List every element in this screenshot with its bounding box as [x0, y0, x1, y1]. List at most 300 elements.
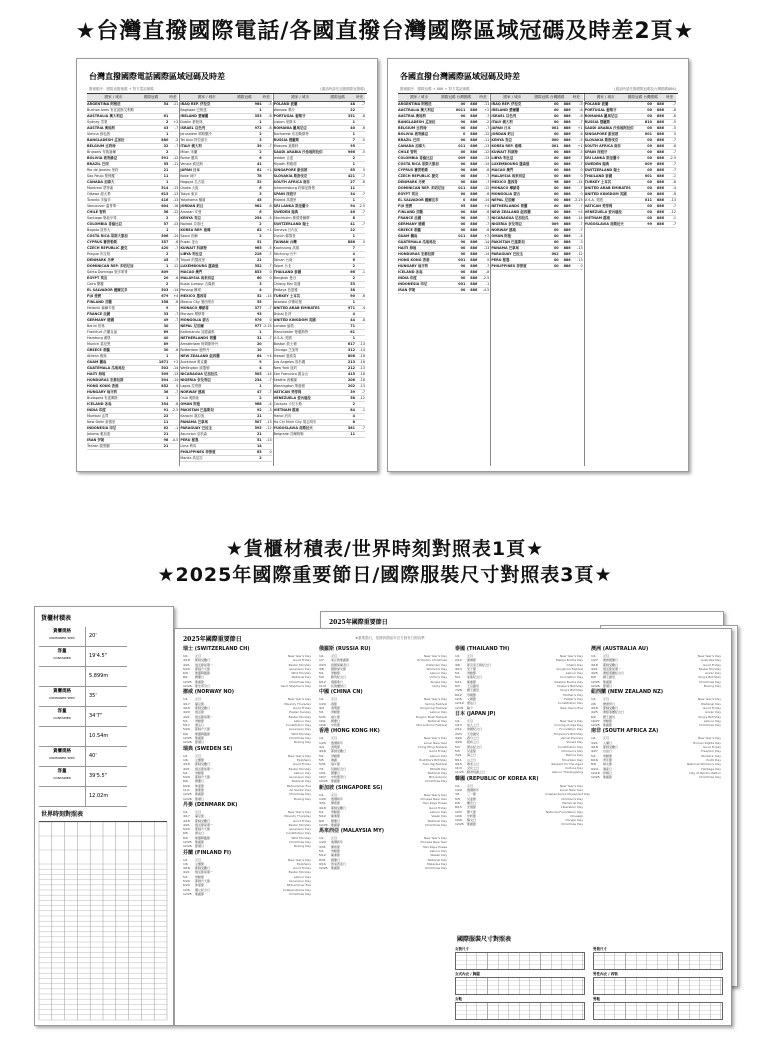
- country-name: HONG KONG 香港: [87, 384, 119, 388]
- table-row: [398, 288, 489, 294]
- holiday-name: 宋干節: [467, 666, 477, 671]
- time-diff: [355, 300, 365, 305]
- dial-code: 886: [563, 108, 571, 112]
- country-name: Madrid 馬德里: [273, 198, 297, 202]
- holiday-name: 耶穌受難日: [331, 805, 347, 810]
- country-name: POLAND 波蘭: [584, 102, 609, 106]
- header-cell: 台灣國碼: [549, 95, 565, 99]
- dial-code: 00: [460, 228, 466, 232]
- country-name: VIETNAM 越南: [273, 408, 299, 412]
- container-value: 40': [85, 747, 127, 766]
- country-name: LUXEMBOURG 盧森堡: [491, 162, 530, 166]
- dial-code: 886: [470, 204, 478, 208]
- country-name: Hamburg 漢堡: [87, 336, 111, 340]
- holiday-name: 憲法紀念日: [467, 744, 483, 749]
- dial-code: 0011: [455, 108, 466, 112]
- time-diff: [355, 336, 365, 341]
- dial-code: 38: [350, 288, 355, 292]
- dial-code: 00: [460, 216, 466, 220]
- container-label-zh: 容量: [57, 769, 67, 774]
- dial-code: 32: [163, 144, 169, 148]
- holiday-name: 衛塞節: [331, 853, 341, 858]
- holiday-date: 2/23: [455, 731, 462, 736]
- holiday-name-en: Midsummer Eve: [286, 783, 311, 788]
- header-cell: 時差: [169, 95, 177, 99]
- header-cell: 國家 / 城市: [104, 95, 123, 99]
- holiday-name-en: HKSAR Day: [429, 766, 447, 771]
- time-diff: 0: [362, 168, 365, 172]
- dial-code: 1: [165, 132, 169, 136]
- country-name: ITALY 義大利: [180, 144, 202, 148]
- dial-code: 53: [350, 282, 355, 286]
- dial-code: 886: [656, 132, 664, 136]
- country-name: Jeddah 吉達: [273, 156, 294, 160]
- holiday-name-en: Good Friday: [703, 745, 721, 750]
- holiday-name-en: Labour Day: [293, 718, 311, 723]
- holiday-name: 聖靈降臨節: [195, 671, 211, 676]
- container-value: 12.02m: [85, 787, 127, 806]
- holiday-name-en: Midsummer Eve: [286, 883, 311, 888]
- header-cell: 國際冠碼: [237, 95, 252, 99]
- time-diff: -7: [485, 264, 490, 268]
- holiday-date: 8/9: [591, 762, 596, 767]
- time-diff: [355, 108, 365, 113]
- size-table-label: 女鞋: [455, 997, 462, 1001]
- dial-code: 886: [470, 234, 478, 238]
- holiday-date: 12/25: [319, 822, 328, 827]
- holiday-name: 建國紀念日: [467, 727, 483, 732]
- time-diff: [168, 396, 178, 401]
- country-name: PARAGUAY 巴拉圭: [180, 426, 212, 430]
- dial-code: 00: [460, 162, 466, 166]
- time-diff: -7: [268, 336, 272, 340]
- page-subtitle-right: (通話時請先加撥國際直撥碼): [320, 87, 365, 91]
- holiday-name-en: Day of Reconciliation: [689, 770, 721, 775]
- dial-code: 93: [256, 312, 262, 316]
- holiday-name: 節禮日: [195, 740, 205, 745]
- container-row: [39, 747, 127, 767]
- time-diff: -14: [172, 288, 179, 292]
- time-diff: [355, 144, 365, 149]
- dial-column: [87, 94, 178, 450]
- country-name: GUATEMALA 瓜地馬拉: [87, 366, 125, 370]
- country-name: Asuncion 亞松森: [180, 432, 207, 436]
- dial-code: 886: [656, 216, 664, 220]
- header-cell: 國際冠碼: [627, 95, 643, 99]
- time-diff: [355, 246, 365, 251]
- holiday-date: 12/25: [183, 679, 192, 684]
- holiday-section-title: 香港 (HONG KONG HK): [319, 728, 380, 735]
- dial-code: 2: [165, 150, 169, 154]
- holiday-name-en: Respect for the Aged: [551, 761, 583, 766]
- country-name: IRAN 伊朗: [398, 288, 416, 292]
- time-diff: -12: [483, 132, 490, 136]
- dial-code: 011: [458, 144, 466, 148]
- country-name: OMAN 阿曼: [491, 234, 512, 238]
- holiday-name-en: Mid-Autumn Festival: [416, 723, 447, 728]
- holiday-date: 11/4: [319, 684, 326, 689]
- size-table-label: 女式內衣 / 胸圍: [455, 972, 480, 976]
- holiday-date: 4/4: [319, 705, 324, 710]
- holiday-name-en: Good Friday: [293, 818, 311, 823]
- header-cell: 國際冠碼: [441, 95, 456, 99]
- time-diff: -7: [672, 204, 676, 208]
- container-label-zh: 貨櫃規格: [53, 749, 71, 754]
- time-diff: [262, 282, 272, 287]
- holiday-name-en: Christmas Day: [424, 779, 447, 784]
- country-name: Kuala Lumpur 吉隆坡: [180, 282, 215, 286]
- holiday-date: 10/3: [455, 809, 462, 814]
- country-name: UNITED KINGDOM 英國: [584, 192, 627, 196]
- container-value: 5.899m: [85, 667, 127, 686]
- container-label-zh: 貨櫃規格: [53, 689, 71, 694]
- dial-code: 886: [656, 120, 664, 124]
- holiday-name-en: Labour Day: [293, 874, 311, 879]
- country-name: BRAZIL 巴西: [398, 138, 420, 142]
- country-name: Belgrade 貝爾格勒: [273, 432, 304, 436]
- holiday-section-title: 日本 (JAPAN JP): [455, 710, 496, 717]
- table-row: [491, 264, 582, 270]
- holiday-date: 9/16: [319, 861, 326, 866]
- holiday-name: 復活節星期一: [195, 766, 214, 771]
- holiday-name-en: Workers' Day: [701, 753, 721, 758]
- dial-code: 00: [553, 264, 559, 268]
- holiday-name-en: Christmas Day: [698, 679, 721, 684]
- holiday-date: 1/1: [183, 809, 188, 814]
- country-name: YUGOSLAVIA 南斯拉夫: [584, 222, 624, 226]
- country-name: INDIA 印度: [398, 276, 417, 280]
- country-name: Berlin 柏林: [87, 324, 105, 328]
- country-name: PORTUGAL 葡萄牙: [273, 114, 306, 118]
- time-diff: [168, 354, 178, 359]
- dial-code: 886: [656, 174, 664, 178]
- time-diff: +1: [266, 228, 272, 232]
- holiday-date: 4/18: [183, 818, 190, 823]
- time-diff: -2.5: [482, 276, 490, 280]
- holiday-name-en: Ascension Day: [288, 775, 311, 780]
- dial-code: 48: [350, 102, 355, 106]
- holiday-date: 5/11: [455, 679, 462, 684]
- dial-code: 4: [352, 252, 355, 256]
- country-name: AUSTRALIA 澳大利亞: [87, 114, 124, 118]
- dial-code: 1: [165, 228, 169, 232]
- dial-code: 886: [656, 102, 664, 106]
- dial-code: 009: [644, 162, 652, 166]
- holiday-section-title: 中國 (CHINA CN): [319, 689, 363, 696]
- dial-code: 968: [254, 402, 262, 406]
- country-name: Lagos 拉哥斯: [180, 384, 202, 388]
- dial-code: 00: [647, 150, 652, 154]
- header-cell: 時差: [479, 95, 487, 99]
- time-diff: -7: [174, 390, 179, 394]
- dial-code: 21: [163, 432, 169, 436]
- dial-code: 886: [563, 216, 571, 220]
- holiday-date: 1/29: [455, 788, 462, 793]
- dial-code: 853: [254, 270, 262, 274]
- holiday-name-en: Lunar New Year: [423, 740, 447, 745]
- holiday-date: 9/24: [591, 766, 598, 771]
- holiday-name-en: Heritage Day: [701, 766, 721, 771]
- dial-code: 84: [350, 408, 355, 412]
- country-name: Taipei 台北: [273, 264, 292, 268]
- holiday-name-en: Ascension Day: [288, 827, 311, 832]
- holiday-date: 8/12: [455, 692, 462, 697]
- dial-code: 0: [462, 198, 466, 202]
- dial-code: 51: [256, 240, 262, 244]
- holiday-row: [183, 740, 311, 744]
- holiday-name-en: Makha Bucha Day: [555, 658, 583, 663]
- country-name: INDONESIA 印尼: [87, 426, 117, 430]
- country-name: Hawaii 夏威夷: [273, 354, 297, 358]
- holiday-date: 12/10: [455, 701, 464, 706]
- country-name: VIETNAM 越南: [584, 216, 610, 220]
- holiday-name: 祖國保衛者日: [331, 662, 350, 667]
- dial-code: 886: [470, 258, 478, 262]
- dial-code: 64: [256, 354, 262, 358]
- dial-code: 2: [259, 456, 262, 460]
- dial-code: 00: [460, 222, 466, 226]
- size-table: [455, 947, 585, 969]
- country-name: HUNGARY 匈牙利: [87, 390, 118, 394]
- time-diff: -7: [579, 186, 583, 190]
- holiday-name: 懷唐伊日: [603, 701, 616, 706]
- dial-code: 3: [259, 192, 262, 196]
- holiday-name-en: Labour Day: [703, 718, 721, 723]
- holiday-date: 6/20: [183, 783, 190, 788]
- time-diff: [355, 312, 365, 317]
- holiday-name-en: Good Friday: [293, 762, 311, 767]
- dial-code: 00: [460, 102, 466, 106]
- time-diff: -7: [361, 390, 365, 394]
- time-diff: -4.5: [171, 438, 179, 442]
- time-diff: [355, 420, 365, 425]
- holiday-name: 元旦: [331, 654, 338, 658]
- dial-code: 00: [553, 168, 559, 172]
- country-name: CZECH REPUBLIC 捷克: [87, 246, 128, 250]
- column-divider: [273, 94, 274, 466]
- time-diff: [262, 234, 272, 239]
- country-name: FIJI 斐濟: [87, 294, 102, 298]
- holiday-name-en: New Year's Day: [697, 736, 721, 741]
- holiday-name: 中秋節翌日: [331, 775, 347, 780]
- time-diff: [168, 414, 178, 419]
- country-name: PHILIPPINES 菲律賓: [491, 264, 527, 268]
- dial-code: 00: [553, 258, 559, 262]
- time-diff: 0: [269, 318, 272, 322]
- dial-code: 886: [656, 138, 664, 142]
- holiday-column-2: [319, 645, 447, 870]
- dial-code: 011: [458, 186, 466, 190]
- time-diff: -7: [485, 126, 490, 130]
- dial-code: 21: [256, 258, 262, 262]
- holiday-name: 萬聖節: [195, 788, 205, 793]
- country-name: Taichung 台中: [273, 252, 297, 256]
- dial-code: 886: [563, 198, 571, 202]
- holiday-name: 聖誕節: [195, 736, 205, 741]
- dial-code: 00: [553, 114, 559, 118]
- holiday-name: 衛塞節: [467, 679, 477, 684]
- size-grid: [593, 977, 723, 995]
- container-label-en: CONTAINER: [53, 716, 71, 720]
- time-diff: -6: [174, 300, 179, 304]
- holiday-date: 8/1: [183, 675, 188, 680]
- holiday-name: 聖誕節: [603, 723, 613, 728]
- holiday-name: 耶穌受難日: [331, 749, 347, 754]
- dial-code: 000: [551, 138, 559, 142]
- holiday-date: 5/9: [319, 675, 324, 680]
- page-taiwan-dial-out: [76, 58, 378, 472]
- holiday-name: 中秋節: [467, 813, 477, 818]
- time-diff: -1: [174, 426, 179, 430]
- dial-code: 886: [470, 150, 478, 154]
- dial-code: 613: [161, 192, 169, 196]
- country-name: FIJI 斐濟: [398, 204, 413, 208]
- dial-code: 679: [161, 294, 169, 298]
- holiday-date: 6/20: [183, 883, 190, 888]
- dial-code: 1: [259, 108, 262, 112]
- dial-code: 886: [563, 210, 571, 214]
- time-diff: -12: [483, 150, 490, 154]
- holiday-date: 6/6: [455, 800, 460, 805]
- dial-code: 00: [647, 156, 652, 160]
- holiday-name: 節禮日: [603, 684, 613, 689]
- time-diff: +4: [484, 204, 490, 208]
- country-name: Jakarta 雅加達: [87, 432, 111, 436]
- time-diff: [355, 258, 365, 263]
- dial-code: 6: [259, 186, 262, 190]
- country-name: BELGIUM 比利時: [398, 126, 427, 130]
- holiday-date: 5/5: [455, 748, 460, 753]
- time-diff: [262, 312, 272, 317]
- time-diff: -13: [172, 192, 179, 196]
- time-diff: -5: [268, 216, 272, 220]
- country-name: NICARAGUA 尼加拉瓜: [180, 372, 218, 376]
- dial-code: 351: [347, 114, 355, 118]
- country-name: Tainan 台南: [273, 258, 293, 262]
- dial-code: 852: [161, 384, 169, 388]
- country-name: CHILE 智利: [398, 150, 418, 154]
- dial-code: 11: [163, 174, 169, 178]
- time-diff: -2.5: [171, 408, 179, 412]
- dial-code: 40: [350, 126, 355, 130]
- country-name: CANADA 加拿大: [87, 180, 115, 184]
- time-diff: -11: [483, 102, 490, 106]
- holiday-name: 母親節: [467, 692, 477, 697]
- dial-code: 10: [256, 348, 262, 352]
- container-value: 39'5.5": [85, 767, 127, 786]
- holiday-date: 5/17: [183, 723, 190, 728]
- time-diff: [355, 414, 365, 419]
- dial-code: 91: [163, 408, 169, 412]
- holiday-name: 元旦: [195, 753, 202, 758]
- country-name: HAITI 海地: [87, 372, 106, 376]
- dial-code: 05: [460, 204, 466, 208]
- dial-code: 00: [647, 204, 652, 208]
- holiday-date: 6/3: [455, 684, 460, 689]
- dial-code: 00: [553, 162, 559, 166]
- dial-code: 886: [470, 270, 478, 274]
- dial-code: 00: [647, 114, 652, 118]
- time-diff: -12: [483, 186, 490, 190]
- header-cell: 國家 / 城市: [503, 95, 522, 99]
- dial-code: 886: [470, 264, 478, 268]
- time-diff: +4: [266, 354, 272, 358]
- holiday-name-en: Constitution Day: [285, 723, 311, 728]
- dial-code: 971: [347, 306, 355, 310]
- dial-code: 00: [553, 228, 559, 232]
- holiday-name-en: Christmas Day: [698, 723, 721, 728]
- dial-code: 2: [259, 150, 262, 154]
- time-diff: -13: [172, 198, 179, 202]
- country-name: JORDAN 約旦: [491, 132, 515, 136]
- dial-code: 886: [563, 222, 571, 226]
- header-cell: 國際冠碼: [330, 95, 345, 99]
- dial-code: 809: [161, 270, 169, 274]
- holiday-name: 耶穌受難日: [195, 705, 211, 710]
- dial-code: 30: [163, 348, 169, 352]
- country-name: IRAN 伊朗: [87, 438, 105, 442]
- time-diff: -18: [359, 354, 365, 358]
- holiday-name-en: Whit Monday: [291, 835, 311, 840]
- dial-code: 39: [350, 390, 355, 394]
- size-grid: [455, 1002, 585, 1020]
- dial-code: 94: [350, 204, 355, 208]
- dial-code: 1: [165, 354, 169, 358]
- time-diff: [262, 414, 272, 419]
- time-diff: -12: [670, 210, 676, 214]
- dial-code: 1: [259, 384, 262, 388]
- dial-code: 78: [256, 174, 262, 178]
- time-diff: -8: [174, 402, 179, 406]
- holiday-name-en: Coronation Day: [559, 675, 583, 680]
- country-name: Auckland 奧克蘭: [180, 360, 208, 364]
- dial-code: 00: [553, 120, 559, 124]
- holiday-date: 12/6: [183, 887, 190, 892]
- country-name: Karachi 喀拉蚩: [180, 414, 205, 418]
- time-diff: -11: [172, 102, 179, 106]
- dial-code: 00: [647, 192, 652, 196]
- time-diff: [168, 114, 178, 119]
- dial-code: 00: [553, 240, 559, 244]
- holiday-name: 勞動節: [195, 718, 205, 723]
- holiday-name-en: New Year's Day: [423, 736, 447, 741]
- dial-code: 95: [350, 144, 355, 148]
- dial-code: 1: [259, 330, 262, 334]
- country-name: LUXEMBOURG 盧森堡: [180, 264, 219, 268]
- holiday-name: 復活節星期一: [195, 870, 214, 875]
- country-name: INDONESIA 印尼: [398, 282, 428, 286]
- holiday-date: 11/3: [455, 766, 462, 771]
- time-diff: -7: [174, 144, 179, 148]
- dial-code: 30: [163, 324, 169, 328]
- country-name: SAUDI ARABIA 沙烏地阿拉伯: [584, 126, 634, 130]
- holiday-date: 5/1: [183, 718, 188, 723]
- dial-code: 6: [352, 258, 355, 262]
- holiday-date: 10/1: [319, 770, 326, 775]
- time-diff: -13: [359, 366, 365, 370]
- holiday-date: 12/25: [183, 792, 192, 797]
- holiday-date: 12/25: [183, 736, 192, 741]
- dial-code: 886: [656, 162, 664, 166]
- holiday-date: 8/9: [319, 818, 324, 823]
- dial-code: 54: [163, 102, 169, 106]
- time-diff: -5: [579, 150, 583, 154]
- holiday-name: 元旦: [195, 857, 202, 862]
- container-label: [39, 647, 85, 666]
- holiday-date: 1/1: [183, 857, 188, 862]
- country-name: U.S.A. 美國: [273, 336, 292, 340]
- dial-code: 886: [656, 198, 664, 202]
